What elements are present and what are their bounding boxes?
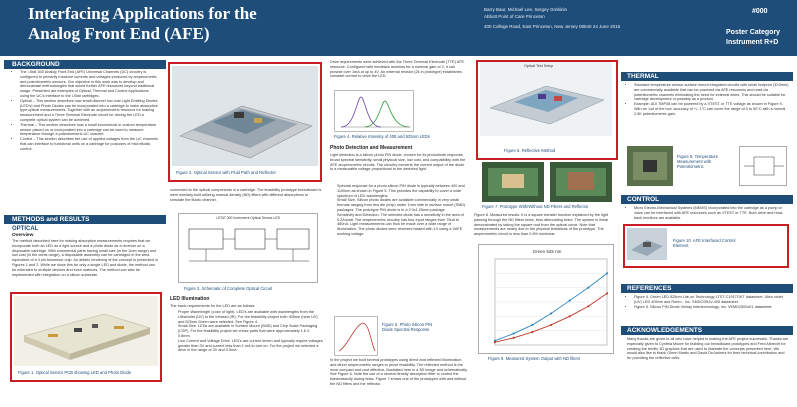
figure-9-caption: Figure 9. Temperature Measurement with Potentiometric bbox=[677, 154, 719, 169]
system-output-chart bbox=[479, 245, 615, 355]
list-item: • Figure 5. Silicon PIN Diode Vishay Intertechnology, Inc. VEMD2500x01 datasheet. bbox=[634, 305, 789, 310]
photo-heading: Photo Detection and Measurement bbox=[330, 145, 413, 151]
figure-8-caption: Figure 8. Measured System Output with ND filters bbox=[488, 356, 581, 361]
prototype-photo bbox=[482, 162, 544, 202]
figure-5-caption: Figure 5. Photo Silicon PIN Diode Spectral Response bbox=[382, 322, 433, 332]
references-list bbox=[627, 295, 789, 309]
middle-column-2 bbox=[330, 58, 470, 403]
figure-2-highlight bbox=[168, 62, 322, 182]
control-list bbox=[627, 206, 789, 220]
list-item: • Small Size. Silicon photo diodes are available commercially in very small formats ranging from few die (chip) under 1mm side to surface mount (SMD) packages. The prototype PIN diode is in a 2.0x1.25mm package. bbox=[337, 198, 468, 212]
overview-text: The method described here for making absorption measurements requires that we incorporate both an LED as a light source and a photo diode as a receiver on a disposable cartridge. With commercial parts having small size (in the 1mm range) and low cost (in the cents range), a disposable assembly can be cartridged in the area equivalent of a 4 pin biosensor chip. An artistic rendering of the concept is presented in Figures 1 and 2. While we show this for only a single LED and diode, the method can be extended to multiple devices and even matrices. The method can also be implemented with integration on a silicon substrate. bbox=[12, 239, 158, 277]
background-list bbox=[4, 69, 166, 207]
right-column bbox=[621, 58, 793, 403]
chart-point bbox=[569, 299, 571, 301]
chart-point bbox=[494, 341, 496, 343]
chart-point bbox=[550, 324, 552, 326]
figure-3-caption: Figure 3. Schematic of Complete Optical Circuit bbox=[184, 286, 273, 291]
thermal-schematic bbox=[740, 147, 788, 187]
prototype-text: In the project we built several prototypes using direct and reflected illumination and direct amperometric ranges to prove feasibility. The reflected method is the most compact and cost effective, illustrated here in a 3D image and schematically. See Figure 6. Note the use of a neutral density absorption filter to control the transmissivity during tests. Figure 7 shows one of the prototypes with and without the ND filters and the reflector. bbox=[330, 358, 468, 386]
chart-point bbox=[550, 312, 552, 314]
acknowledgements-text: Many thanks are given to all who have helped in making the AFE project successful. Thanks are especially given to Cynthia Moore for building our breadboard prototypes and Fred Albrecht for creating the terrific 3D graphics that are used to illustrate the concepts presented here. We would also like to thank Glenn Martin and David DeJonkers for their technical contribution and for providing the reflective cells. bbox=[627, 337, 789, 361]
led-intensity-plot bbox=[335, 91, 415, 133]
list-item: • Optical – This section describes how small discreet low cost Light Emitting Diodes (LED's) and Photo Diodes can be incorporated into a cartridge to make absorptive type optical measurements. Together with an amperometric resource for making measurement and a Three Terminal Electrode circuit for driving the LED a complete optical system can be achieved. bbox=[20, 99, 158, 123]
list-item: • Small Size. LEDs are available in Surface Mount (SMD) and Chip Scale Packaging (CSP). For the feasibility project we chose parts that were approximately 1.6 X 0.8mm. bbox=[178, 324, 323, 338]
thermal-list bbox=[627, 83, 789, 117]
figure-4-plot bbox=[334, 90, 414, 132]
optical-heading: OPTICAL bbox=[12, 226, 39, 232]
temperature-sensor-photo bbox=[627, 146, 673, 186]
list-item: • Proper Wavelength (color of light). LED's are available with wavelengths from the Ultraviolet (UV) to the Infrared (IR). For the feasibility project both 405nm (near UV) and 525nm Green were selected. See Figure 4. bbox=[178, 310, 323, 324]
drive-text: Drive requirements were achieved with the Three Terminal Electrode (TTE) AFE resource. Configured with feedback resistors for a nominal gain of 2, it can provide over 1mA at up to 4V. An external resistor (2k in prototype) establishes constant current to drive the LED. bbox=[330, 60, 465, 79]
list-item: • Example: ADI TMP35 can be powered by a VTEST or TTE voltage as shown in Figure 9. With an 'out of the box' accuracy of +/- 1°C can cover the range of 0 to 50°C with a normal 2.5K potentiometric gain. bbox=[634, 102, 789, 116]
figure-5-plot bbox=[334, 316, 378, 356]
figure-9-photo bbox=[627, 146, 673, 186]
figure-6-caption: Figure 6. Reflective Method bbox=[504, 148, 556, 153]
setup-label: Optical Test Setup bbox=[524, 64, 554, 68]
figure-9-schematic bbox=[739, 146, 787, 186]
figure-10-caption: Figure 10. AFE Interfaced Control Element bbox=[673, 238, 736, 248]
list-item: • Figure 4. Green LED 525nm Lite-on Technology LTST-C191TGKT datasheet. Ultra-violet (UV) LED 405nm and Rohm - Inc. SMDC05UV-405 datasheet. bbox=[634, 295, 789, 305]
list-item: • Micro Electro-Mechanical Systems (MEMS) incorporated into the cartridge as a pump or valve can be interfaced with AFE resources such as VTEST or TTE. Both drive and read-back monitors are available. bbox=[634, 206, 789, 220]
prototype-photo bbox=[550, 162, 612, 202]
photo-list bbox=[337, 184, 468, 268]
figure-7-photo-right bbox=[550, 162, 612, 202]
led-list bbox=[178, 310, 323, 400]
figure-7-photo-left bbox=[482, 162, 544, 202]
poster-header bbox=[0, 0, 797, 56]
figure-7-caption: Figure 7. Prototype With/Without ND Filters and Reflector bbox=[482, 204, 589, 209]
middle-column-3 bbox=[474, 58, 618, 403]
chart-point bbox=[587, 305, 589, 307]
methods-heading: METHODS and RESULTS bbox=[4, 215, 166, 224]
list-item: • Control – This section describes the use of applied voltages from the UC channels that can interface to functional units on a cartridge for purposes of microfluidic control. bbox=[20, 137, 158, 151]
schematic-drawing bbox=[179, 221, 319, 281]
chart-point bbox=[606, 272, 608, 274]
acknowledgements-heading: ACKNOWLEDGEMENTS bbox=[621, 326, 793, 335]
authors: Barry Baur, Michael Lee, Sergey Grebinin Abbott Point of Care Princeton bbox=[484, 7, 568, 19]
chart-point bbox=[531, 324, 533, 326]
spectral-response-plot bbox=[335, 317, 379, 357]
led-heading: LED Illumination bbox=[170, 296, 210, 302]
figure-1-highlight bbox=[10, 292, 162, 382]
chart-point bbox=[587, 287, 589, 289]
list-item: • Thermal – This section describes how a small economical or custom temperature sensor placed on or incorporated into a cartridge can be used to measure temperature through a potentiometric UC channel. bbox=[20, 123, 158, 137]
chart-point bbox=[569, 315, 571, 317]
control-heading: CONTROL bbox=[621, 195, 793, 204]
chart-point bbox=[606, 292, 608, 294]
figure-3-schematic bbox=[178, 213, 318, 283]
photo-intro: Light detection is a silicon photo PIN diode, chosen for its photodiode response, broad spectral sensitivity, small physical size, low cost, and compatibility with the AFE amperometric circuits. The circuitry converts the current output of the diode to a measurable voltage proportional to the detected light. bbox=[330, 153, 466, 172]
list-item: • The i-Stat 300 Analog Front End (AFE) Universal Channels (UC) circuitry is configured to primarily measure currents and voltages produced by amperometric and potentiometric sensors. Our objective in this work was to develop and demonstrate methodologies that would further AFE resources beyond traditional usage. Presented are examples of Optical, Thermal and Control Applications using the UC's interface to the i-Stat cartridges. bbox=[20, 70, 158, 99]
figure-6-highlight bbox=[476, 60, 618, 160]
chart-title: Green 525 nm bbox=[532, 249, 562, 254]
list-item: • Low Current and Voltage Drive. LED's are current driven and typically require voltages greater than 3V and current less than 1 mA to turn on. For the project we selected a drive in the range of 3V and 0.5mA. bbox=[178, 339, 323, 353]
poster-title: Interfacing Applications for the Analog Front End (AFE) bbox=[28, 4, 257, 43]
overview-heading: Overview bbox=[12, 233, 34, 238]
chart-point bbox=[531, 331, 533, 333]
chart-point bbox=[513, 337, 515, 339]
chart-point bbox=[513, 332, 515, 334]
references-heading: REFERENCES bbox=[621, 284, 793, 293]
figure-8-text: Figure 8. Measured results. It is a square transfer function explained by the light passing through the ND filters twice, thus attenuating twice. The system is linear demonstrated by taking the square root from the optical curve. Note that measurements are nearly due to the physical limitations of the prototype. The amperometric circuit is less than 0.6% nonlinear. bbox=[474, 213, 609, 237]
poster-category: Poster Category Instrument R+D bbox=[726, 29, 781, 46]
schematic-header: i-STAT 300 Instrument Optical Sensor LED bbox=[215, 216, 281, 220]
figure-1-caption: Figure 1. Optical Sensor PCB showing LED and Photo Diode bbox=[18, 370, 132, 375]
figure-4-caption: Figure 4. Relative Intensity of 405 and 525nm LEDs bbox=[334, 134, 430, 139]
figure-2-caption: Figure 2. Optical Sensor with Fluid Path and Reflector bbox=[176, 170, 276, 175]
address: 400 College Road, East Princeton, New Jersey 08540 24 June 2016 bbox=[484, 24, 621, 29]
thermal-heading: THERMAL bbox=[621, 72, 793, 81]
poster-number: #000 bbox=[752, 8, 768, 15]
list-item: • Spectral response for a photo silicon PIN diode is typically between 400 and 1100nm as shown in Figure 5. This provides the capability to cover a wide spectrum of LED wavelengths. bbox=[337, 184, 468, 198]
figure-2-text: connected to the optical components in a cartridge. The feasibility prototype breadboard is were similarly built utilizing manual density (ND) filters with different absorptions to simulate the fluidic channel. bbox=[170, 188, 322, 202]
figure-8-chart bbox=[478, 244, 614, 354]
led-intro: The basic requirements for the LED are as follows: bbox=[170, 304, 256, 308]
list-item: • Sensitivity and Detection. The selected diode has a sensitivity in the area of 0.2A/watt. The amperometric circuitry has four input ranges from 75nA to 480nA. Light measurements can thus be made over a wide range of illumination. The photo diodes were reversed biased with 1V using a VAFE working voltage. bbox=[337, 213, 468, 237]
list-item: • Standard temperature sensor surface mount integrated circuits with small footprint (3X3mm) are commercially available that can be powered via AFE resources and read via potentiometric channels eliminating the need for external wires. This should be suitable for cartridge development or possibly as a product. bbox=[634, 83, 789, 102]
middle-column-1 bbox=[170, 58, 325, 403]
chart-series-line bbox=[495, 293, 607, 342]
chart-plot-area bbox=[494, 259, 608, 345]
background-heading: BACKGROUND bbox=[4, 60, 166, 69]
